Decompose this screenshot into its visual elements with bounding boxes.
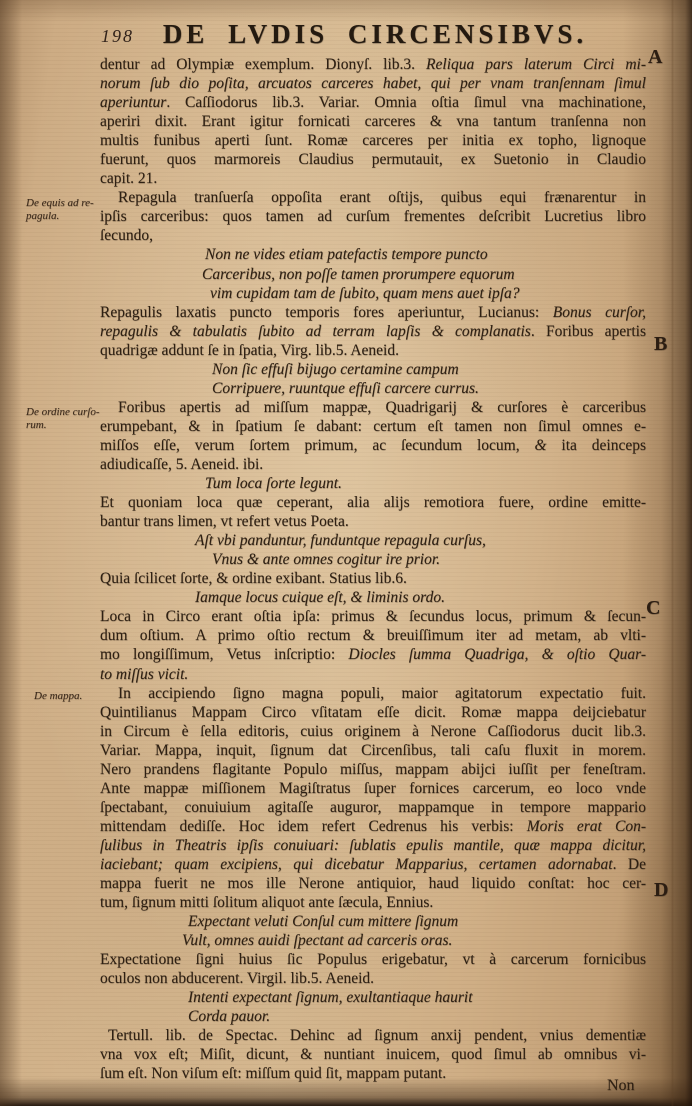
margin-note: [26, 406, 108, 432]
body-line: [100, 817, 646, 836]
italic-text: Non ne vides etiam patefactis tempore puncto: [205, 246, 488, 264]
roman-text: Loca in Circo erant oſtia ipſa: primus & ſecundus locus, primum & ſecun-: [100, 608, 646, 626]
roman-text: mappa fuerit ne mos ille Nerone antiquior, haud liquido conſtat: hoc cer-: [100, 875, 646, 893]
italic-text: Diocles ſumma Quadriga, & oſtio Quar-: [348, 646, 646, 664]
margin-note-line: rum.: [26, 419, 47, 431]
body-line: [100, 969, 646, 988]
roman-text: . Caſſiodorus lib.3. Variar. Omnia oſtia ſimul vna machinatione,: [166, 94, 646, 112]
body-line: [100, 303, 646, 322]
body-line: [100, 188, 646, 207]
body-line: [100, 988, 646, 1007]
body-line: [100, 226, 646, 245]
roman-text: ſecundo,: [100, 227, 153, 245]
body-line: [100, 874, 646, 893]
margin-note-line: pagula.: [26, 210, 60, 222]
body-line: [100, 950, 646, 969]
body-line: [100, 398, 646, 417]
italic-text: Intenti expectant ſignum, exultantiaque haurit: [188, 989, 473, 1007]
roman-text: Repagulis laxatis puncto temporis fores aperiuntur, Lucianus:: [100, 303, 553, 321]
italic-text: Corda pauor.: [188, 1008, 271, 1026]
body-line: [100, 1007, 646, 1026]
italic-text: Non ſic effuſi bijugo certamine campum: [212, 360, 459, 378]
body-line: [100, 645, 646, 664]
page-number: 198: [101, 26, 134, 46]
italic-text: Iamque locus cuique eſt, & liminis ordo.: [195, 589, 445, 607]
roman-text: Expectatione ſigni huius ſic Populus erigebatur, vt à carcerum fornicibus: [100, 951, 646, 969]
body-line: [100, 417, 646, 436]
body-line: [100, 588, 646, 607]
roman-text: aperiri dixit. Erant igitur fornicati carceres & vna tantum tranſenna non: [100, 113, 646, 131]
italic-text: ſulibus in Theatris ipſis conuiuari: ſublatis epulis mantile, quæ mappa dicitur,: [100, 836, 646, 854]
roman-text: Et quoniam loca quæ ceperant, alia alijs remotiora fuere, ordine emitte-: [100, 494, 646, 512]
body-line: [100, 779, 646, 798]
margin-letter-A: A: [648, 46, 663, 68]
roman-text: dum oſtium. A primo oſtio rectum & breuiſſimum iter ad metam, ab vlti-: [100, 627, 646, 645]
roman-text: mo longiſſimum, Vetus inſcriptio:: [100, 646, 349, 664]
body-line: [100, 607, 646, 626]
body-line: [100, 893, 646, 912]
roman-text: tum, ſignum mitti ſolitum aliquot ante ſæcula, Ennius.: [100, 894, 434, 912]
roman-text: Ante mappæ miſſionem Magiſtratus ſuper fornices carcerum, eo loco vnde: [100, 779, 646, 797]
roman-text: quadrigæ addunt ſe in ſpatia, Virg. lib.5. Aeneid.: [100, 341, 399, 359]
roman-text: ipſis carceribus: quos tamen ad curſum frementes deſcribit Lucretius libro: [100, 208, 646, 226]
body-line: [100, 836, 646, 855]
margin-note: [26, 197, 108, 223]
roman-text: Nero prandens flagitante Populo miſſus, mappam abijci iuſſit per feneſtram.: [100, 760, 646, 778]
body-line: [100, 703, 646, 722]
roman-text: . Foribus apertis: [530, 322, 646, 340]
roman-text: Repagula tranſuerſa oppoſita erant oſtijs, quibus equi frænarentur in: [118, 189, 646, 207]
body-line: [100, 684, 646, 703]
body-line: [100, 512, 646, 531]
body-line: [100, 207, 646, 226]
roman-text: vna vox eſt; Miſit, dicunt, & nuntiant inuicem, quod ſimul ab omnibus vi-: [100, 1046, 646, 1064]
body-line: [100, 931, 646, 950]
body-line: [100, 855, 646, 874]
roman-text: multis funibus aperti ſunt. Romæ carceres per initia ex topho, lignoque: [100, 132, 646, 150]
roman-text: in Circum è ſella editoris, cuius originem à Nerone Caſſiodorus ducit lib.3.: [100, 722, 646, 740]
roman-text: dentur ad Olympiæ exemplum. Dionyſ. lib.3.: [100, 56, 427, 73]
italic-text: Expectant veluti Conſul cum mittere ſignum: [188, 913, 459, 931]
italic-text: iaciebant; quam excipiens, qui dicebatur Mapparius, certamen adornabat: [100, 855, 613, 873]
body-line: [100, 722, 646, 741]
roman-text: Tertull. lib. de Spectac. Dehinc ad ſignum anxij pendent, vnius dementiæ: [108, 1027, 646, 1045]
italic-text: Bonus curſor,: [552, 303, 646, 321]
body-line: [100, 245, 646, 264]
catchword: Non: [607, 1077, 635, 1094]
body-line: [100, 150, 646, 169]
body-line: [100, 455, 646, 474]
body-line: [100, 493, 646, 512]
margin-letter-B: B: [654, 333, 668, 355]
italic-text: Tum loca ſorte legunt.: [205, 475, 342, 493]
italic-text: &: [534, 436, 547, 454]
body-line: [100, 550, 646, 569]
italic-text: norum ſub dio poſita, arcuatos carceres habet, qui per vnam tranſennam ſimul: [100, 75, 646, 93]
margin-letter-C: C: [646, 597, 661, 619]
roman-text: oculos non abducerent. Virgil. lib.5. Aeneid.: [100, 970, 375, 988]
italic-text: Carceribus, non poſſe tamen prorumpere equorum: [202, 265, 515, 283]
roman-text: ſum eſt. Non viſum eſt: miſſum quid ſit, mappam putant.: [100, 1065, 447, 1083]
italic-text: to miſſus vicit.: [100, 665, 189, 683]
page-title: DE LVDIS CIRCENSIBVS.: [162, 19, 588, 49]
roman-text: Quia ſcilicet ſorte, & ordine exibant. Statius lib.6.: [100, 570, 407, 588]
roman-text: . De: [612, 855, 646, 873]
body-line: [100, 265, 646, 284]
body-line: [100, 74, 646, 93]
margin-note-line: De ordine curſo-: [26, 406, 100, 418]
body-line: [100, 626, 646, 645]
body-line: [100, 131, 646, 150]
roman-text: Quintilianus Mappam Circo vſitatam eſſe dicit. Romæ mappa deijciebatur: [100, 703, 646, 721]
italic-text: Aſt vbi panduntur, funduntque repagula curſus,: [195, 532, 486, 550]
body-line: [100, 436, 646, 455]
italic-text: Reliqua pars laterum Circi mi-: [426, 56, 646, 73]
body-line: [100, 55, 646, 74]
roman-text: Foribus apertis ad miſſum mappæ, Quadrigarij & curſores è carceribus: [118, 398, 646, 416]
margin-note-line: De equis ad re-: [26, 197, 94, 209]
roman-text: erumpebant, & in ſpatium ſe dabant: certum eſt tamen non ſimul omnes e-: [100, 417, 646, 435]
italic-text: Vnus & ante omnes cogitur ire prior.: [212, 551, 441, 569]
body-line: [100, 284, 646, 303]
body-line: [100, 1045, 646, 1064]
body-line: [100, 760, 646, 779]
text-block: [100, 55, 646, 1084]
margin-note-line: De mappa.: [34, 690, 83, 702]
body-line: [100, 798, 646, 817]
italic-text: vim cupidam tam de ſubito, quam mens auet ipſa?: [210, 284, 520, 302]
roman-text: capit. 21.: [100, 170, 158, 188]
body-line: [100, 1064, 646, 1083]
roman-text: ſpectabant, conuiuium agitaſſe auguror, mappamque in tempore mappario: [100, 798, 646, 816]
body-line: [100, 379, 646, 398]
margin-note: [34, 690, 116, 703]
body-line: [100, 1026, 646, 1045]
roman-text: miſſos eſſe, verum ſortem primum, ac ſecundum locum,: [100, 436, 535, 454]
italic-text: Corripuere, ruuntque effuſi carcere currus.: [212, 379, 479, 397]
body-line: [100, 169, 646, 188]
body-line: [100, 665, 646, 684]
body-line: [100, 341, 646, 360]
body-line: [100, 93, 646, 112]
italic-text: Moris erat Con-: [526, 817, 646, 835]
body-line: [100, 360, 646, 379]
body-line: [100, 474, 646, 493]
roman-text: Variar. Mappa, inquit, ſignum dat Circenſibus, tali caſu fluxit in morem.: [100, 741, 646, 759]
italic-text: aperiuntur: [100, 94, 167, 112]
italic-text: Vult, omnes auidi ſpectant ad carceris oras.: [182, 932, 453, 950]
roman-text: bantur trans limen, vt refert vetus Poeta.: [100, 513, 349, 531]
italic-text: repagulis & tabulatis ſubito ad terram lapſis & complanatis: [100, 322, 531, 340]
roman-text: adiudicaſſe, 5. Aeneid. ibi.: [100, 455, 264, 473]
roman-text: mittendam dediſſe. Hoc idem refert Cedrenus his verbis:: [100, 817, 527, 835]
body-line: [100, 531, 646, 550]
body-line: [100, 741, 646, 760]
body-line: [100, 569, 646, 588]
margin-letter-D: D: [654, 879, 669, 901]
roman-text: fuerunt, quos marmoreis Claudius permutauit, ex Suetonio in Claudio: [100, 151, 646, 169]
body-line: [100, 322, 646, 341]
roman-text: ita deinceps: [546, 436, 646, 454]
roman-text: In accipiendo ſigno magna populi, maior agitatorum expectatio fuit.: [118, 684, 646, 702]
body-line: [100, 112, 646, 131]
body-line: [100, 912, 646, 931]
